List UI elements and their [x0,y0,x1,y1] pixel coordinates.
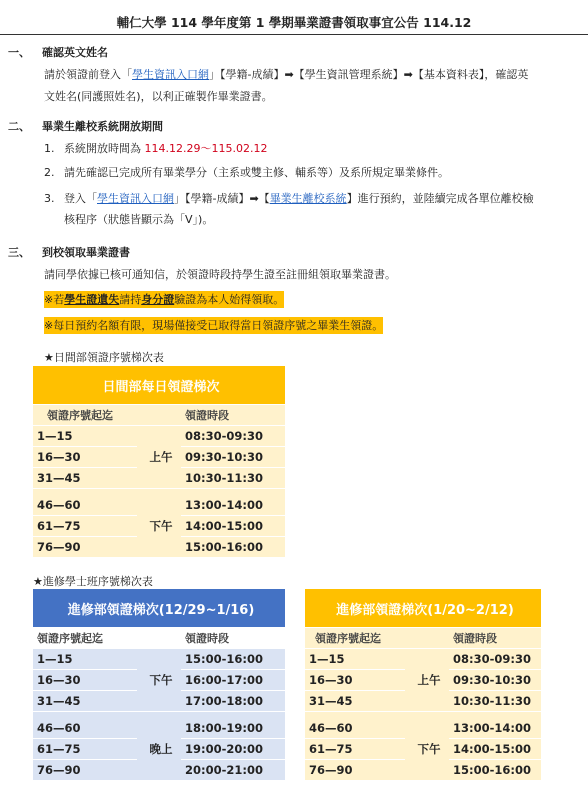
time-cell: 10:30-11:30 [181,468,285,489]
section-3-heading [8,244,130,260]
time-cell: 13:00-14:00 [181,495,285,516]
seq-cell: 76—90 [305,760,405,781]
item-number: 3. [44,192,55,205]
section-1-line-2: 文姓名(同護照姓名)，以利正確製作畢業證書。 [44,90,273,103]
pm-label: 下午 [137,495,181,558]
seq-cell: 16—30 [33,447,137,468]
seq-cell: 61—75 [33,516,137,537]
text: ※每日預約名額有限，現場僅接受已取得當日領證序號之畢業生領證。 [44,319,384,332]
time-cell: 15:00-16:00 [181,649,285,670]
col-header-seq: 領證序號起迄 [33,628,137,649]
text: 學生證遺失 [64,293,120,306]
seq-cell: 61—75 [33,739,137,760]
pm-label: 下午 [137,649,181,712]
seq-cell: 31—45 [33,691,137,712]
time-cell: 16:00-17:00 [181,670,285,691]
evening-schedule-table-2 [305,589,541,781]
day-schedule-table [33,366,285,558]
section-1-number: 一、 [8,46,30,59]
seq-cell: 46—60 [33,718,137,739]
seq-cell: 1—15 [33,426,137,447]
seq-cell: 16—30 [33,670,137,691]
time-cell: 08:30-09:30 [181,426,285,447]
text: 請持 [119,293,142,306]
seq-cell: 31—45 [33,468,137,489]
time-cell: 09:30-10:30 [181,447,285,468]
section-3-number: 三、 [8,246,30,259]
page-title: 輔仁大學 114 學年度第 1 學期畢業證書領取事宜公告 114.12 [116,15,472,30]
student-portal-link-2[interactable]: 學生資訊入口網 [97,192,174,205]
am-label: 上午 [405,649,449,712]
seq-cell: 16—30 [305,670,405,691]
time-cell: 14:00-15:00 [181,516,285,537]
pm-label: 下午 [405,718,449,781]
seq-cell: 46—60 [33,495,137,516]
section-3-title: 到校領取畢業證書 [42,246,130,259]
col-header-seq: 領證序號起迄 [33,405,137,426]
section-1-heading [8,44,108,60]
section-3-note-2 [44,315,383,337]
student-portal-link[interactable]: 學生資訊入口網 [132,68,209,81]
text: 系統開放時間為 [64,142,145,155]
time-cell: 14:00-15:00 [449,739,541,760]
time-cell: 17:00-18:00 [181,691,285,712]
text: 驗證為本人始得領取。 [174,293,285,306]
section-2-heading [8,118,163,134]
text: 」【學籍-成績】➡【 [174,192,270,205]
graduation-system-link[interactable]: 畢業生離校系統 [269,192,347,205]
table-header: 進修部領證梯次(12/29~1/16) [33,589,285,628]
time-cell: 15:00-16:00 [181,537,285,558]
text: 請於領證前登入「 [44,68,132,81]
time-cell: 10:30-11:30 [449,691,541,712]
col-header-time: 領證時段 [181,628,285,649]
section-2-item-3-line-2: 核程序（狀態皆顯示為「V」)。 [64,213,214,226]
seq-cell: 61—75 [305,739,405,760]
time-cell: 15:00-16:00 [449,760,541,781]
col-header-seq: 領證序號起迄 [305,628,405,649]
time-cell: 09:30-10:30 [449,670,541,691]
text: 請先確認已完成所有畢業學分（主系或雙主修、輔系等）及系所規定畢業條件。 [64,166,449,179]
text: ※若 [44,293,65,306]
seq-cell: 46—60 [305,718,405,739]
time-cell: 13:00-14:00 [449,718,541,739]
text: 登入「 [64,192,97,205]
evening-label: 晚上 [137,718,181,781]
table-header: 進修部領證梯次(1/20~2/12) [305,589,541,628]
time-cell: 08:30-09:30 [449,649,541,670]
seq-cell: 76—90 [33,537,137,558]
text: 」【學籍-成績】➡【學生資訊管理系統】➡【基本資料表】，確認英 [209,68,529,81]
section-3-line-1: 請同學依據已核可通知信，於領證時段持學生證至註冊組領取畢業證書。 [44,268,396,281]
section-2-item-3 [44,188,534,209]
seq-cell: 31—45 [305,691,405,712]
title-divider [0,34,588,35]
time-cell: 18:00-19:00 [181,718,285,739]
time-cell: 19:00-20:00 [181,739,285,760]
item-number: 2. [44,166,55,179]
section-3-note-1 [44,289,284,311]
am-label: 上午 [137,426,181,489]
section-2-title: 畢業生離校系統開放期間 [42,120,163,133]
open-dates: 114.12.29～115.02.12 [144,142,268,155]
section-2-item-2 [44,162,449,183]
seq-cell: 76—90 [33,760,137,781]
section-2-number: 二、 [8,120,30,133]
section-1-title: 確認英文姓名 [42,46,108,59]
seq-cell: 1—15 [33,649,137,670]
item-number: 1. [44,142,55,155]
text: 身分證 [141,293,175,306]
section-1-line-1 [44,64,528,86]
evening-table-label: ★進修學士班序號梯次表 [33,575,153,588]
time-cell: 20:00-21:00 [181,760,285,781]
col-header-time: 領證時段 [181,405,285,426]
table-header: 日間部每日領證梯次 [33,366,285,405]
section-2-item-1 [44,138,267,159]
col-header-time: 領證時段 [449,628,541,649]
day-table-label: ★日間部領證序號梯次表 [44,351,164,364]
seq-cell: 1—15 [305,649,405,670]
evening-schedule-table-1 [33,589,285,781]
text: 】進行預約，並陸續完成各單位離校檢 [346,192,534,205]
